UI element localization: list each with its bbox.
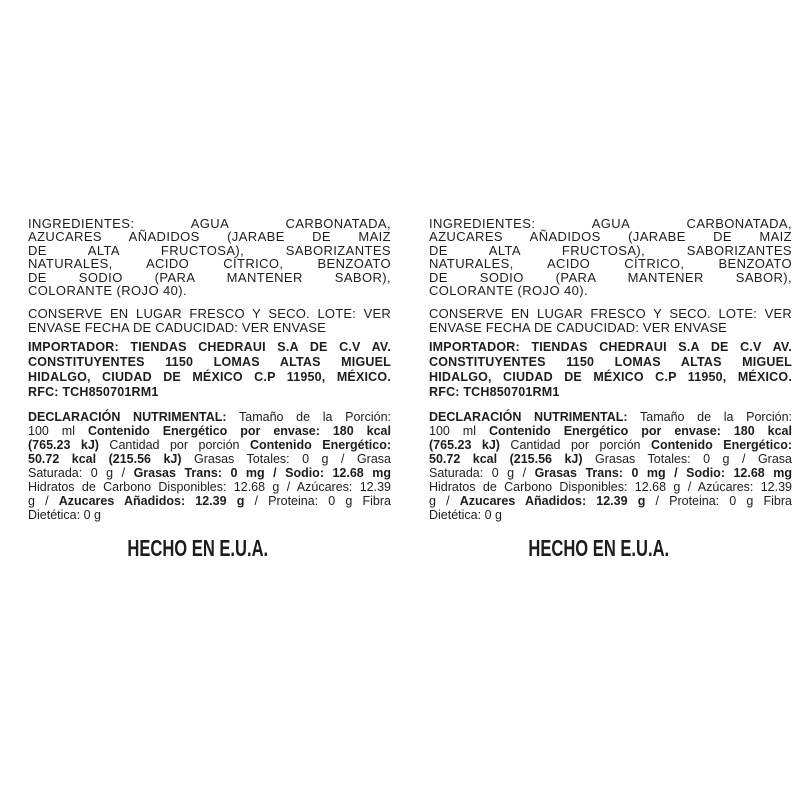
text-line [28, 466, 391, 480]
text-segment: IMPORTADOR: TIENDAS CHEDRAUI S.A DE C.V AV. [28, 340, 391, 355]
storage-lot-section [28, 307, 391, 335]
text-segment: HIDALGO, CIUDAD DE MÉXICO C.P 11950, MÉXICO. [429, 370, 792, 385]
text-segment: g / [429, 494, 460, 509]
text-line [429, 244, 792, 257]
text-segment: Hidratos de Carbono Disponibles: 12.68 g / Azúcares: 12.39 [429, 480, 792, 495]
made-in-text: HECHO EN E.U.A. [528, 535, 670, 562]
text-segment: DE ALTA FRUCTOSA), SABORIZANTES [28, 242, 391, 258]
text-line [28, 321, 391, 335]
text-segment: ENVASE FECHA DE CADUCIDAD: VER ENVASE [429, 320, 728, 336]
text-segment: Cantidad por porción [98, 438, 250, 453]
text-line [429, 321, 792, 335]
text-segment: / Proteina: 0 g Fibra [244, 494, 391, 509]
label-copy-right [429, 217, 792, 562]
importer-section [429, 340, 792, 400]
text-segment: (765.23 kJ) [429, 438, 500, 453]
text-line [429, 370, 792, 385]
text-segment: Saturada: 0 g / [429, 466, 535, 481]
text-segment: Cantidad por porción [499, 438, 651, 453]
text-segment: (765.23 kJ) [28, 438, 99, 453]
text-line [28, 480, 391, 494]
text-line [429, 284, 792, 297]
nutrition-declaration-section [28, 410, 391, 522]
text-segment: ENVASE FECHA DE CADUCIDAD: VER ENVASE [28, 320, 327, 336]
label-copy-left [28, 217, 391, 562]
text-segment: 50.72 kcal (215.56 kJ) [28, 452, 182, 467]
text-line [28, 284, 391, 297]
text-line [28, 438, 391, 452]
text-line [28, 355, 391, 370]
text-line [429, 480, 792, 494]
ingredients-section [28, 217, 391, 297]
text-line [28, 271, 391, 284]
text-line [28, 494, 391, 508]
ingredients-section [429, 217, 792, 297]
text-segment: Azucares Añadidos: 12.39 g [459, 494, 646, 509]
made-in-section [28, 535, 368, 562]
text-line [429, 494, 792, 508]
text-segment: NATURALES, ACIDO CÍTRICO, BENZOATO [28, 256, 391, 272]
text-line [28, 385, 391, 400]
text-line [429, 508, 792, 522]
made-in-text: HECHO EN E.U.A. [127, 535, 269, 562]
text-segment: Tamaño de la Porción: [226, 410, 391, 425]
text-line [28, 424, 391, 438]
text-line [429, 340, 792, 355]
text-segment: DE SODIO (PARA MANTENER SABOR), [429, 269, 792, 285]
text-line [429, 466, 792, 480]
text-line [28, 244, 391, 257]
text-segment: Dietética: 0 g [429, 508, 502, 523]
text-segment: INGREDIENTES: AGUA CARBONATADA, [429, 216, 792, 231]
text-segment: 100 ml [28, 424, 88, 439]
text-segment: 100 ml [429, 424, 489, 439]
text-segment: CONSTITUYENTES 1150 LOMAS ALTAS MIGUEL [429, 355, 792, 370]
importer-section [28, 340, 391, 400]
text-segment: Saturada: 0 g / [28, 466, 134, 481]
text-line [429, 424, 792, 438]
text-segment: Hidratos de Carbono Disponibles: 12.68 g / Azúcares: 12.39 [28, 480, 391, 495]
text-segment: CONSERVE EN LUGAR FRESCO Y SECO. LOTE: VER [429, 306, 792, 322]
text-line [28, 508, 391, 522]
text-segment: RFC: TCH850701RM1 [429, 385, 560, 400]
text-segment: IMPORTADOR: TIENDAS CHEDRAUI S.A DE C.V AV. [429, 340, 792, 355]
text-line [28, 230, 391, 243]
text-segment: DE ALTA FRUCTOSA), SABORIZANTES [429, 242, 792, 258]
text-segment: g / [28, 494, 59, 509]
text-line [429, 452, 792, 466]
text-segment: COLORANTE (ROJO 40). [28, 283, 187, 299]
text-segment: Grasas Trans: 0 mg / Sodio: 12.68 mg [133, 466, 391, 481]
text-line [429, 271, 792, 284]
text-segment: NATURALES, ACIDO CÍTRICO, BENZOATO [429, 256, 792, 272]
text-line [429, 410, 792, 424]
text-segment: INGREDIENTES: AGUA CARBONATADA, [28, 216, 391, 231]
text-line [28, 452, 391, 466]
text-segment: RFC: TCH850701RM1 [28, 385, 159, 400]
text-line [429, 307, 792, 321]
text-line [28, 370, 391, 385]
text-segment: Dietética: 0 g [28, 508, 101, 523]
text-segment: Contenido Energético por envase: 180 kcal [87, 424, 391, 439]
text-segment: Grasas Totales: 0 g / Grasa [181, 452, 391, 467]
text-segment: DE SODIO (PARA MANTENER SABOR), [28, 269, 391, 285]
text-line [28, 307, 391, 321]
text-line [429, 217, 792, 230]
text-line [429, 385, 792, 400]
text-line [429, 257, 792, 270]
text-segment: / Proteina: 0 g Fibra [645, 494, 792, 509]
text-line [429, 438, 792, 452]
text-segment: Azucares Añadidos: 12.39 g [58, 494, 245, 509]
text-line [28, 257, 391, 270]
text-segment: CONSTITUYENTES 1150 LOMAS ALTAS MIGUEL [28, 355, 391, 370]
text-segment: Contenido Energético: [249, 438, 392, 453]
text-segment: CONSERVE EN LUGAR FRESCO Y SECO. LOTE: VER [28, 306, 391, 322]
text-line [28, 340, 391, 355]
text-segment: AZUCARES AÑADIDOS (JARABE DE MAIZ [28, 229, 391, 245]
text-segment: Grasas Trans: 0 mg / Sodio: 12.68 mg [534, 466, 792, 481]
storage-lot-section [429, 307, 792, 335]
text-segment: Tamaño de la Porción: [627, 410, 792, 425]
text-line [429, 355, 792, 370]
text-segment: AZUCARES AÑADIDOS (JARABE DE MAIZ [429, 229, 792, 245]
text-segment: HIDALGO, CIUDAD DE MÉXICO C.P 11950, MÉXICO. [28, 370, 391, 385]
text-line [28, 410, 391, 424]
made-in-section [429, 535, 769, 562]
text-segment: 50.72 kcal (215.56 kJ) [429, 452, 583, 467]
text-segment: DECLARACIÓN NUTRIMENTAL: [429, 410, 628, 425]
text-line [28, 217, 391, 230]
text-segment: Contenido Energético por envase: 180 kcal [488, 424, 792, 439]
text-segment: DECLARACIÓN NUTRIMENTAL: [28, 410, 227, 425]
text-segment: COLORANTE (ROJO 40). [429, 283, 588, 299]
text-segment: Contenido Energético: [650, 438, 793, 453]
text-segment: Grasas Totales: 0 g / Grasa [582, 452, 792, 467]
nutrition-declaration-section [429, 410, 792, 522]
text-line [429, 230, 792, 243]
